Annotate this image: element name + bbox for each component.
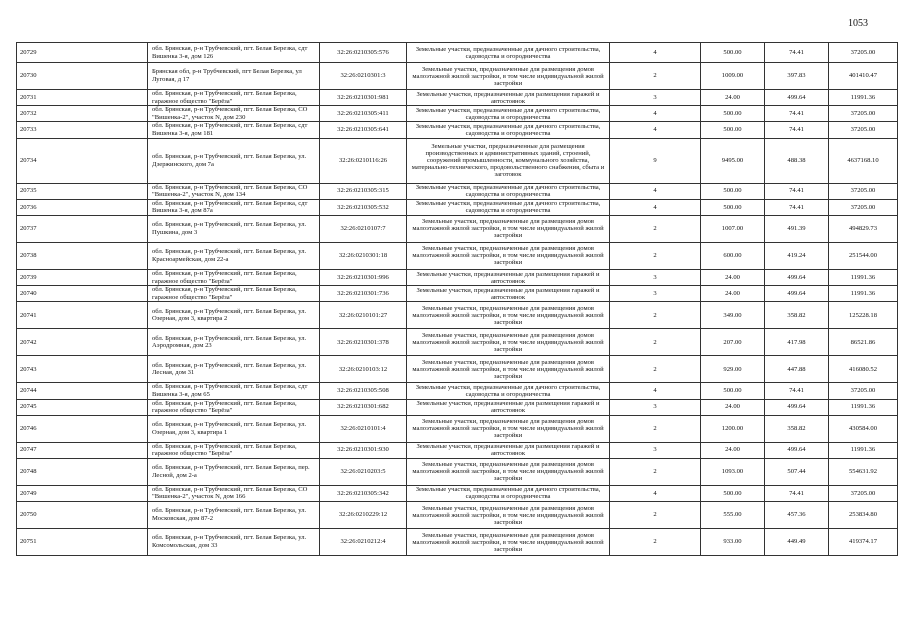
cell-area: 1093.00 bbox=[701, 458, 765, 485]
cell-land-use: Земельные участки, предназначенные для дачного строительства, садоводства и огородничества bbox=[407, 199, 610, 215]
cell-specific-value: 507.44 bbox=[765, 458, 829, 485]
cell-number: 20737 bbox=[17, 215, 148, 242]
cell-number: 20729 bbox=[17, 43, 148, 63]
cell-address: обл. Брянская, р-н Трубчевский, пгт. Белая Березка, ул. Пушкина, дом 3 bbox=[148, 215, 320, 242]
table-row bbox=[17, 485, 898, 501]
cell-number: 20741 bbox=[17, 302, 148, 329]
cell-area: 555.00 bbox=[701, 502, 765, 529]
cell-address: обл. Брянская, р-н Трубчевский, пгт. Белая Березка, сдт Вишенка 3-я, дом 65 bbox=[148, 383, 320, 399]
cell-group: 4 bbox=[610, 106, 701, 122]
cell-cadastral-number: 32:26:0210301:736 bbox=[320, 286, 407, 302]
cell-cadastral-value: 251544.00 bbox=[829, 242, 898, 269]
cell-land-use: Земельные участки, предназначенные для размещения домов малоэтажной жилой застройки, в том числе индивидуальной жилой застройки bbox=[407, 502, 610, 529]
cell-cadastral-number: 32:26:0210301:981 bbox=[320, 90, 407, 106]
cell-cadastral-value: 11991.36 bbox=[829, 442, 898, 458]
cell-land-use: Земельные участки, предназначенные для дачного строительства, садоводства и огородничества bbox=[407, 43, 610, 63]
cell-land-use: Земельные участки, предназначенные для дачного строительства, садоводства и огородничества bbox=[407, 485, 610, 501]
cell-address: обл. Брянская, р-н Трубчевский, пгт. Белая Березка, гаражное общество "Берёза" bbox=[148, 399, 320, 415]
cell-specific-value: 74.41 bbox=[765, 106, 829, 122]
cell-land-use: Земельные участки, предназначенные для дачного строительства, садоводства и огородничества bbox=[407, 183, 610, 199]
cell-group: 2 bbox=[610, 529, 701, 556]
cell-cadastral-value: 419374.17 bbox=[829, 529, 898, 556]
cell-number: 20743 bbox=[17, 356, 148, 383]
cell-group: 3 bbox=[610, 269, 701, 285]
cell-number: 20748 bbox=[17, 458, 148, 485]
cell-address: обл. Брянская, р-н Трубчевский, пгт. Белая Березка, СО "Вишенка-2", участок N, дом 166 bbox=[148, 485, 320, 501]
cell-number: 20738 bbox=[17, 242, 148, 269]
cell-number: 20740 bbox=[17, 286, 148, 302]
cell-number: 20734 bbox=[17, 138, 148, 183]
cell-group: 3 bbox=[610, 399, 701, 415]
cell-address: Брянская обл, р-н Трубчевский, пгт Белая Березка, ул Луговая, д 17 bbox=[148, 63, 320, 90]
cell-land-use: Земельные участки, предназначенные для размещения домов малоэтажной жилой застройки, в том числе индивидуальной жилой застройки bbox=[407, 215, 610, 242]
cell-cadastral-number: 32:26:0210301:3 bbox=[320, 63, 407, 90]
cell-cadastral-value: 401410.47 bbox=[829, 63, 898, 90]
table-row bbox=[17, 502, 898, 529]
cell-group: 2 bbox=[610, 63, 701, 90]
cell-group: 4 bbox=[610, 485, 701, 501]
cell-cadastral-number: 32:26:0210116:26 bbox=[320, 138, 407, 183]
cell-cadastral-number: 32:26:0210101:4 bbox=[320, 415, 407, 442]
cell-cadastral-value: 4637168.10 bbox=[829, 138, 898, 183]
cell-cadastral-value: 11991.36 bbox=[829, 286, 898, 302]
cell-address: обл. Брянская, р-н Трубчевский, пгт. Белая Березка, гаражное общество "Берёза" bbox=[148, 90, 320, 106]
cell-cadastral-value: 430584.00 bbox=[829, 415, 898, 442]
cell-specific-value: 457.36 bbox=[765, 502, 829, 529]
cell-land-use: Земельные участки, предназначенные для размещения гаражей и автостоянок bbox=[407, 286, 610, 302]
cell-land-use: Земельные участки, предназначенные для размещения домов малоэтажной жилой застройки, в том числе индивидуальной жилой застройки bbox=[407, 329, 610, 356]
cell-cadastral-number: 32:26:0210305:641 bbox=[320, 122, 407, 138]
cell-specific-value: 499.64 bbox=[765, 286, 829, 302]
cell-cadastral-value: 125228.18 bbox=[829, 302, 898, 329]
cell-land-use: Земельные участки, предназначенные для размещения гаражей и автостоянок bbox=[407, 269, 610, 285]
cell-land-use: Земельные участки, предназначенные для размещения производственных и административных зданий, строений, сооружений промышленности, коммунального хозяйства, материально-технического, продовольственного снабжения, сбыта и заготовок bbox=[407, 138, 610, 183]
cell-area: 929.00 bbox=[701, 356, 765, 383]
table-row bbox=[17, 415, 898, 442]
cell-specific-value: 74.41 bbox=[765, 199, 829, 215]
cell-area: 500.00 bbox=[701, 183, 765, 199]
cell-address: обл. Брянская, р-н Трубчевский, пгт. Белая Березка, ул. Озерная, дом 3, квартира 2 bbox=[148, 302, 320, 329]
table-row bbox=[17, 442, 898, 458]
table-row bbox=[17, 63, 898, 90]
cell-cadastral-number: 32:26:0210212:4 bbox=[320, 529, 407, 556]
cell-land-use: Земельные участки, предназначенные для дачного строительства, садоводства и огородничества bbox=[407, 106, 610, 122]
cell-area: 933.00 bbox=[701, 529, 765, 556]
cell-cadastral-value: 554631.92 bbox=[829, 458, 898, 485]
cell-cadastral-number: 32:26:0210305:411 bbox=[320, 106, 407, 122]
cell-cadastral-number: 32:26:0210301:378 bbox=[320, 329, 407, 356]
cell-area: 1007.00 bbox=[701, 215, 765, 242]
cell-address: обл. Брянская, р-н Трубчевский, пгт. Белая Березка, пер. Лесной, дом 2-а bbox=[148, 458, 320, 485]
cell-cadastral-value: 37205.00 bbox=[829, 383, 898, 399]
cell-address: обл. Брянская, р-н Трубчевский, пгт. Белая Березка, гаражное общество "Берёза" bbox=[148, 286, 320, 302]
cell-address: обл. Брянская, р-н Трубчевский, пгт. Белая Березка, гаражное общество "Берёза" bbox=[148, 269, 320, 285]
cell-group: 2 bbox=[610, 502, 701, 529]
cell-area: 1200.00 bbox=[701, 415, 765, 442]
cell-cadastral-number: 32:26:0210301:682 bbox=[320, 399, 407, 415]
cell-cadastral-value: 416080.52 bbox=[829, 356, 898, 383]
table-row bbox=[17, 183, 898, 199]
table-row bbox=[17, 383, 898, 399]
cell-group: 3 bbox=[610, 286, 701, 302]
cell-area: 500.00 bbox=[701, 485, 765, 501]
cell-land-use: Земельные участки, предназначенные для размещения гаражей и автостоянок bbox=[407, 442, 610, 458]
cell-number: 20745 bbox=[17, 399, 148, 415]
cell-cadastral-value: 11991.36 bbox=[829, 90, 898, 106]
cell-specific-value: 74.41 bbox=[765, 122, 829, 138]
cell-group: 4 bbox=[610, 183, 701, 199]
cell-number: 20735 bbox=[17, 183, 148, 199]
cell-group: 9 bbox=[610, 138, 701, 183]
cell-group: 2 bbox=[610, 415, 701, 442]
cell-cadastral-value: 37205.00 bbox=[829, 43, 898, 63]
cell-area: 24.00 bbox=[701, 442, 765, 458]
cell-cadastral-value: 86521.86 bbox=[829, 329, 898, 356]
cell-area: 500.00 bbox=[701, 383, 765, 399]
cell-land-use: Земельные участки, предназначенные для размещения домов малоэтажной жилой застройки, в том числе индивидуальной жилой застройки bbox=[407, 242, 610, 269]
table-row bbox=[17, 43, 898, 63]
cell-cadastral-number: 32:26:0210305:315 bbox=[320, 183, 407, 199]
cell-cadastral-number: 32:26:0210305:342 bbox=[320, 485, 407, 501]
cell-cadastral-value: 37205.00 bbox=[829, 122, 898, 138]
cell-group: 2 bbox=[610, 242, 701, 269]
cell-address: обл. Брянская, р-н Трубчевский, пгт. Белая Березка, ул. Красноармейская, дом 22-а bbox=[148, 242, 320, 269]
cell-cadastral-number: 32:26:0210301:930 bbox=[320, 442, 407, 458]
cell-address: обл. Брянская, р-н Трубчевский, пгт. Белая Березка, СО "Вишенка-2", участок N, дом 230 bbox=[148, 106, 320, 122]
cell-address: обл. Брянская, р-н Трубчевский, пгт. Белая Березка, ул. Дзержинского, дом 7а bbox=[148, 138, 320, 183]
cell-specific-value: 74.41 bbox=[765, 183, 829, 199]
cell-number: 20747 bbox=[17, 442, 148, 458]
cell-cadastral-value: 37205.00 bbox=[829, 183, 898, 199]
cell-area: 1009.00 bbox=[701, 63, 765, 90]
cell-land-use: Земельные участки, предназначенные для размещения домов малоэтажной жилой застройки, в том числе индивидуальной жилой застройки bbox=[407, 63, 610, 90]
cell-group: 2 bbox=[610, 356, 701, 383]
cell-specific-value: 358.82 bbox=[765, 415, 829, 442]
table-row bbox=[17, 286, 898, 302]
page-number: 1053 bbox=[848, 18, 868, 29]
cell-land-use: Земельные участки, предназначенные для размещения домов малоэтажной жилой застройки, в том числе индивидуальной жилой застройки bbox=[407, 415, 610, 442]
cell-address: обл. Брянская, р-н Трубчевский, пгт. Белая Березка, СО "Вишенка-2", участок N, дом 134 bbox=[148, 183, 320, 199]
cell-cadastral-number: 32:26:0210301:996 bbox=[320, 269, 407, 285]
table-row bbox=[17, 399, 898, 415]
cell-address: обл. Брянская, р-н Трубчевский, пгт. Белая Березка, сдт Вишенка 3-я, дом 181 bbox=[148, 122, 320, 138]
cell-specific-value: 488.38 bbox=[765, 138, 829, 183]
cell-area: 500.00 bbox=[701, 199, 765, 215]
cell-specific-value: 449.49 bbox=[765, 529, 829, 556]
cell-area: 207.00 bbox=[701, 329, 765, 356]
cell-address: обл. Брянская, р-н Трубчевский, пгт. Белая Березка, сдт Вишенка 3-я, дом 87а bbox=[148, 199, 320, 215]
cell-specific-value: 491.39 bbox=[765, 215, 829, 242]
cell-cadastral-value: 11991.36 bbox=[829, 399, 898, 415]
cell-land-use: Земельные участки, предназначенные для размещения гаражей и автостоянок bbox=[407, 90, 610, 106]
table-row bbox=[17, 122, 898, 138]
cell-area: 349.00 bbox=[701, 302, 765, 329]
table-body bbox=[17, 43, 898, 556]
cell-land-use: Земельные участки, предназначенные для размещения домов малоэтажной жилой застройки, в том числе индивидуальной жилой застройки bbox=[407, 458, 610, 485]
cell-group: 3 bbox=[610, 90, 701, 106]
cell-specific-value: 74.41 bbox=[765, 383, 829, 399]
cell-number: 20736 bbox=[17, 199, 148, 215]
cell-land-use: Земельные участки, предназначенные для размещения гаражей и автостоянок bbox=[407, 399, 610, 415]
cell-group: 4 bbox=[610, 43, 701, 63]
cell-area: 24.00 bbox=[701, 90, 765, 106]
cell-address: обл. Брянская, р-н Трубчевский, пгт. Белая Березка, ул. Озерная, дом 3, квартира 1 bbox=[148, 415, 320, 442]
cell-cadastral-number: 32:26:0210301:18 bbox=[320, 242, 407, 269]
cell-group: 4 bbox=[610, 122, 701, 138]
cell-group: 2 bbox=[610, 215, 701, 242]
cell-number: 20750 bbox=[17, 502, 148, 529]
cell-cadastral-number: 32:26:0210305:576 bbox=[320, 43, 407, 63]
cell-address: обл. Брянская, р-н Трубчевский, пгт. Белая Березка, сдт Вишенка 3-я, дом 126 bbox=[148, 43, 320, 63]
cell-address: обл. Брянская, р-н Трубчевский, пгт. Белая Березка, ул. Комсомольская, дом 33 bbox=[148, 529, 320, 556]
table-row bbox=[17, 356, 898, 383]
table-row bbox=[17, 242, 898, 269]
cell-specific-value: 499.64 bbox=[765, 399, 829, 415]
cell-group: 4 bbox=[610, 199, 701, 215]
cell-land-use: Земельные участки, предназначенные для размещения домов малоэтажной жилой застройки, в том числе индивидуальной жилой застройки bbox=[407, 302, 610, 329]
cell-area: 24.00 bbox=[701, 399, 765, 415]
cell-specific-value: 499.64 bbox=[765, 442, 829, 458]
table-row bbox=[17, 199, 898, 215]
cell-group: 2 bbox=[610, 329, 701, 356]
cell-area: 600.00 bbox=[701, 242, 765, 269]
cell-land-use: Земельные участки, предназначенные для дачного строительства, садоводства и огородничества bbox=[407, 383, 610, 399]
cell-cadastral-value: 253834.80 bbox=[829, 502, 898, 529]
table-row bbox=[17, 529, 898, 556]
cell-cadastral-value: 11991.36 bbox=[829, 269, 898, 285]
cell-address: обл. Брянская, р-н Трубчевский, пгт. Белая Березка, ул. Лесная, дом 31 bbox=[148, 356, 320, 383]
cell-area: 500.00 bbox=[701, 43, 765, 63]
cell-cadastral-number: 32:26:0210229:12 bbox=[320, 502, 407, 529]
cell-group: 2 bbox=[610, 302, 701, 329]
cell-group: 4 bbox=[610, 383, 701, 399]
cadastral-value-table bbox=[16, 42, 898, 556]
table-row bbox=[17, 215, 898, 242]
cell-area: 500.00 bbox=[701, 122, 765, 138]
table-row bbox=[17, 458, 898, 485]
cell-address: обл. Брянская, р-н Трубчевский, пгт. Белая Березка, ул. Аэродромная, дом 23 bbox=[148, 329, 320, 356]
cell-cadastral-number: 32:26:0210305:532 bbox=[320, 199, 407, 215]
cell-specific-value: 74.41 bbox=[765, 43, 829, 63]
cell-number: 20742 bbox=[17, 329, 148, 356]
cell-cadastral-number: 32:26:0210101:27 bbox=[320, 302, 407, 329]
cell-number: 20739 bbox=[17, 269, 148, 285]
table-row bbox=[17, 329, 898, 356]
cell-number: 20731 bbox=[17, 90, 148, 106]
cell-cadastral-number: 32:26:0210305:508 bbox=[320, 383, 407, 399]
cell-number: 20744 bbox=[17, 383, 148, 399]
cell-specific-value: 499.64 bbox=[765, 269, 829, 285]
cell-specific-value: 499.64 bbox=[765, 90, 829, 106]
cell-specific-value: 447.88 bbox=[765, 356, 829, 383]
table-row bbox=[17, 302, 898, 329]
cell-cadastral-value: 37205.00 bbox=[829, 106, 898, 122]
cell-number: 20732 bbox=[17, 106, 148, 122]
cell-land-use: Земельные участки, предназначенные для дачного строительства, садоводства и огородничества bbox=[407, 122, 610, 138]
cell-cadastral-number: 32:26:0210103:12 bbox=[320, 356, 407, 383]
cell-group: 3 bbox=[610, 442, 701, 458]
cell-specific-value: 417.98 bbox=[765, 329, 829, 356]
cell-specific-value: 419.24 bbox=[765, 242, 829, 269]
cell-cadastral-number: 32:26:0210107:7 bbox=[320, 215, 407, 242]
table-row bbox=[17, 106, 898, 122]
cell-cadastral-value: 494829.73 bbox=[829, 215, 898, 242]
table-row bbox=[17, 90, 898, 106]
cell-specific-value: 358.82 bbox=[765, 302, 829, 329]
cell-number: 20733 bbox=[17, 122, 148, 138]
cell-area: 24.00 bbox=[701, 269, 765, 285]
table-row bbox=[17, 269, 898, 285]
cell-number: 20751 bbox=[17, 529, 148, 556]
cell-address: обл. Брянская, р-н Трубчевский, пгт. Белая Березка, гаражное общество "Берёза" bbox=[148, 442, 320, 458]
cell-number: 20746 bbox=[17, 415, 148, 442]
cell-area: 24.00 bbox=[701, 286, 765, 302]
cell-area: 500.00 bbox=[701, 106, 765, 122]
cell-group: 2 bbox=[610, 458, 701, 485]
cell-cadastral-number: 32:26:0210203:5 bbox=[320, 458, 407, 485]
cell-address: обл. Брянская, р-н Трубчевский, пгт. Белая Березка, ул. Московская, дом 87-2 bbox=[148, 502, 320, 529]
cell-land-use: Земельные участки, предназначенные для размещения домов малоэтажной жилой застройки, в том числе индивидуальной жилой застройки bbox=[407, 356, 610, 383]
cell-cadastral-value: 37205.00 bbox=[829, 199, 898, 215]
cell-land-use: Земельные участки, предназначенные для размещения домов малоэтажной жилой застройки, в том числе индивидуальной жилой застройки bbox=[407, 529, 610, 556]
cell-number: 20749 bbox=[17, 485, 148, 501]
cell-number: 20730 bbox=[17, 63, 148, 90]
cell-cadastral-value: 37205.00 bbox=[829, 485, 898, 501]
cell-specific-value: 397.83 bbox=[765, 63, 829, 90]
cell-area: 9495.00 bbox=[701, 138, 765, 183]
cell-specific-value: 74.41 bbox=[765, 485, 829, 501]
table-row bbox=[17, 138, 898, 183]
